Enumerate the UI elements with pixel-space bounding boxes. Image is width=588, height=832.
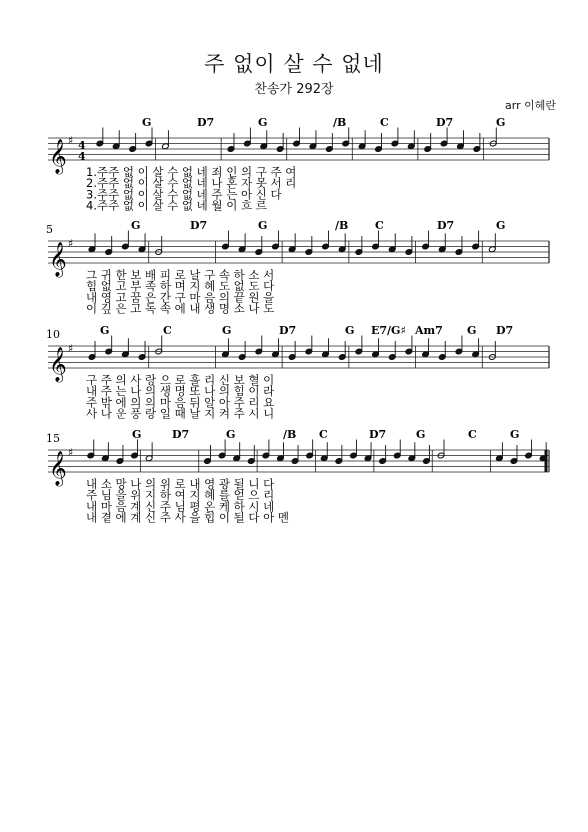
lyric-line: 내 주 는 나 의 생 명 또 나 의 힘 이 라 <box>86 384 275 399</box>
lyric-line: 내 마 음 계 신 주 님 평 온 케 하 시 네 <box>86 499 275 514</box>
chord-symbol: G <box>100 324 110 337</box>
lyric-line: 3.주주 없 이 살 수 없 네 주 는 아 신 다 <box>86 187 282 202</box>
page-title: 주 없이 살 수 없네 <box>204 52 384 76</box>
lyric-line: 힘 없 고 부 족 하 며 지 혜 도 없 도 다 <box>86 279 275 294</box>
lyric-line: 1.주주 없 이 살 수 없 네 죄 인 의 구 주 여 <box>86 165 297 179</box>
time-signature-top: 4 <box>78 139 86 152</box>
chord-symbol: C <box>468 428 477 441</box>
chord-symbol: G <box>467 324 477 337</box>
lyric-line: 사 나 운 풍 랑 일 때 날 지 켜 주 시 니 <box>86 406 275 421</box>
chord-symbol: D7 <box>279 324 297 337</box>
chord-symbol: D7 <box>369 428 387 441</box>
chord-symbol: C <box>375 219 384 232</box>
sharp-key-signature-icon: ♯ <box>68 237 74 250</box>
measure-number: 10 <box>46 328 60 341</box>
chord-symbol: G <box>496 116 506 129</box>
chord-symbol: G <box>510 428 520 441</box>
treble-clef-icon: 𝄞 <box>49 242 67 277</box>
time-signature-bottom: 4 <box>78 150 86 163</box>
lyric-line: 주 님 을 위 지 하 여 지 혜 를 얻 으 리 <box>86 488 275 503</box>
treble-clef-icon: 𝄞 <box>49 347 67 382</box>
measure-number: 15 <box>46 432 60 445</box>
chord-symbol: E7/G♯ <box>371 324 406 337</box>
chord-symbol: D7 <box>496 324 514 337</box>
treble-clef-icon: 𝄞 <box>49 451 67 486</box>
lyric-line: 내 소 망 나 의 위 로 내 영 광 될 니 다 <box>86 477 275 491</box>
chord-symbol: G <box>345 324 355 337</box>
chord-symbol: C <box>380 116 389 129</box>
chord-symbol: D7 <box>437 219 455 232</box>
chord-symbol: /B <box>283 428 297 441</box>
chord-symbol: /B <box>333 116 347 129</box>
chord-symbol: Am7 <box>415 324 443 337</box>
lyric-line: 2.주주 없 이 살 수 없 네 나 혼 자 못 서 리 <box>86 176 297 191</box>
arranger-credit: arr 이혜란 <box>505 99 556 112</box>
chord-symbol: G <box>258 116 268 129</box>
chord-symbol: C <box>319 428 328 441</box>
chord-symbol: D7 <box>436 116 454 129</box>
lyric-line: 내 영 고 꿈 은 간 구 마 음 의 끝 원 을 <box>86 290 275 305</box>
chord-symbol: D7 <box>172 428 190 441</box>
lyric-line: 그 귀 한 보 배 피 로 날 구 속 하 소 서 <box>86 268 275 282</box>
lyric-line: 4.주주 없 이 살 수 없 네 월 이 흐 르 <box>86 198 267 213</box>
measure-number: 5 <box>46 223 53 236</box>
chord-symbol: C <box>163 324 172 337</box>
chord-symbol: D7 <box>197 116 215 129</box>
chord-symbol: G <box>226 428 236 441</box>
sharp-key-signature-icon: ♯ <box>68 446 74 459</box>
chord-symbol: G <box>258 219 268 232</box>
sharp-key-signature-icon: ♯ <box>68 134 74 147</box>
chord-symbol: /B <box>335 219 349 232</box>
chord-symbol: G <box>496 219 506 232</box>
chord-symbol: G <box>131 219 141 232</box>
lyric-line: 주 밖 에 의 의 마 음 뒤 알 아 주 리 요 <box>86 395 275 410</box>
treble-clef-icon: 𝄞 <box>49 139 67 174</box>
lyric-line: 이 깊 은 고 독 속 에 내 생 명 소 나 도 <box>86 301 275 316</box>
chord-symbol: G <box>222 324 232 337</box>
chord-symbol: G <box>142 116 152 129</box>
chord-symbol: D7 <box>190 219 208 232</box>
lyric-line: 내 곁 에 계 신 주 사 을 힙 이 될 다 아 멘 <box>86 510 290 525</box>
sharp-key-signature-icon: ♯ <box>68 342 74 355</box>
lyric-line: 구 주 의 사 랑 으 로 흘 리 신 보 혈 이 <box>86 373 275 387</box>
hymn-number: 찬송가 292장 <box>254 82 334 97</box>
chord-symbol: G <box>416 428 426 441</box>
chord-symbol: G <box>132 428 142 441</box>
